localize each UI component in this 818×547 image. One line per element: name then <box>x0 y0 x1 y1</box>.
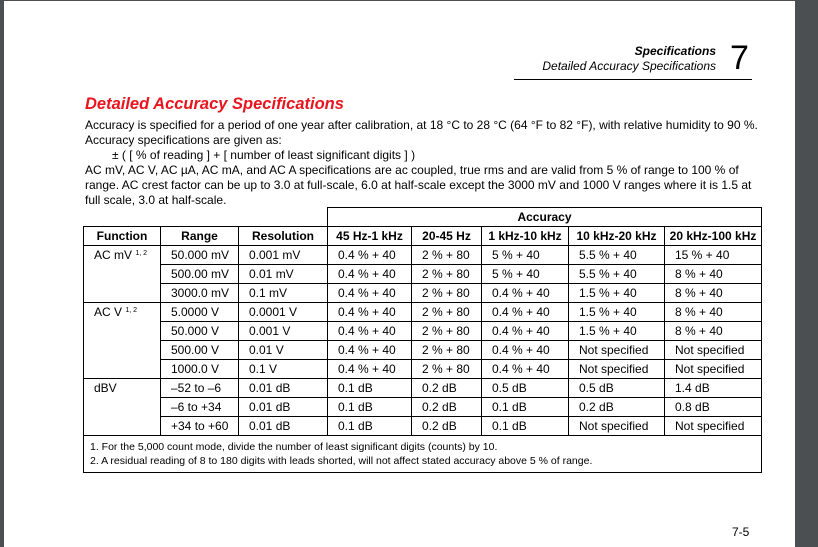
chapter-title: Specifications <box>634 44 716 58</box>
table-cell: 0.001 mV <box>239 246 328 265</box>
function-cell <box>84 303 161 379</box>
table-cell: 0.4 % + 40 <box>482 284 569 303</box>
function-cell <box>84 246 161 303</box>
intro-text <box>85 118 765 208</box>
table-cell: 0.01 V <box>239 341 328 360</box>
ac-paragraph: AC mV, AC V, AC µA, AC mA, and AC A specifications are ac coupled, true rms and are valid from 5 % of range to 100 % of range. AC crest factor can be up to 3.0 at full-scale, 6.0 at half-scale except the 3000 mV and 1000 V ranges where it is 1.5 at full scale, 3.0 at half-scale. <box>85 163 752 207</box>
column-header-row <box>84 227 762 246</box>
header-rule <box>514 79 752 80</box>
table-cell: 2 % + 80 <box>412 265 482 284</box>
table-row <box>84 398 762 417</box>
table-cell: 1.4 dB <box>665 379 762 398</box>
table-cell: 0.8 dB <box>665 398 762 417</box>
table-cell: 2 % + 80 <box>412 303 482 322</box>
column-header: 10 kHz-20 kHz <box>569 227 665 246</box>
table-row <box>84 284 762 303</box>
table-cell: 50.000 V <box>161 322 239 341</box>
table-cell: 2 % + 80 <box>412 360 482 379</box>
table-cell: 0.2 dB <box>412 379 482 398</box>
table-cell: +34 to +60 <box>161 417 239 436</box>
accuracy-formula: ± ( [ % of reading ] + [ number of least significant digits ] ) <box>112 148 416 162</box>
function-name: AC mV <box>94 248 133 262</box>
table-cell: 0.1 V <box>239 360 328 379</box>
table-cell: 5.5 % + 40 <box>569 265 665 284</box>
table-cell: 0.1 dB <box>328 379 412 398</box>
column-header: 1 kHz-10 kHz <box>482 227 569 246</box>
table-row <box>84 417 762 436</box>
running-header <box>542 44 716 74</box>
table-cell: 0.4 % + 40 <box>328 360 412 379</box>
table-row <box>84 360 762 379</box>
table-cell: 5 % + 40 <box>482 246 569 265</box>
table-cell: Not specified <box>569 341 665 360</box>
table-cell: 0.01 dB <box>239 398 328 417</box>
table-cell: 8 % + 40 <box>665 284 762 303</box>
table-cell: 2 % + 80 <box>412 284 482 303</box>
table-cell: 500.00 V <box>161 341 239 360</box>
table-cell: 0.2 dB <box>569 398 665 417</box>
group-header-row <box>84 208 762 227</box>
function-cell <box>84 379 161 436</box>
table-cell: Not specified <box>665 360 762 379</box>
table-cell: 0.2 dB <box>412 398 482 417</box>
table-cell: 0.4 % + 40 <box>328 284 412 303</box>
table-cell: 5.0000 V <box>161 303 239 322</box>
table-cell: 3000.0 mV <box>161 284 239 303</box>
column-header: Range <box>161 227 239 246</box>
table-cell: Not specified <box>569 417 665 436</box>
footnote-ref: 1, 2 <box>135 250 148 257</box>
table-cell: 0.4 % + 40 <box>328 303 412 322</box>
table-cell: 1.5 % + 40 <box>569 322 665 341</box>
table-cell: 0.4 % + 40 <box>482 360 569 379</box>
document-page <box>4 1 795 547</box>
table-cell: 1000.0 V <box>161 360 239 379</box>
column-header: Resolution <box>239 227 328 246</box>
table-cell: 0.4 % + 40 <box>482 303 569 322</box>
table-cell: 1.5 % + 40 <box>569 284 665 303</box>
function-name: dBV <box>94 381 117 395</box>
table-cell: 8 % + 40 <box>665 265 762 284</box>
footnote-2: 2. A residual reading of 8 to 180 digits with leads shorted, will not affect stated accuracy above 5 % of range. <box>90 455 593 467</box>
table-cell: 0.1 dB <box>328 417 412 436</box>
function-name: AC V <box>94 305 123 319</box>
table-cell: 5 % + 40 <box>482 265 569 284</box>
table-row <box>84 322 762 341</box>
table-cell: 0.4 % + 40 <box>328 341 412 360</box>
table-cell: 2 % + 80 <box>412 246 482 265</box>
table-cell: 0.4 % + 40 <box>482 322 569 341</box>
page-number: 7-5 <box>732 525 750 539</box>
table-cell: 0.5 dB <box>569 379 665 398</box>
table-cell: 0.1 dB <box>482 417 569 436</box>
footnotes <box>84 436 762 473</box>
table-cell: 15 % + 40 <box>665 246 762 265</box>
table-cell: 0.4 % + 40 <box>328 265 412 284</box>
table-cell: 2 % + 80 <box>412 341 482 360</box>
table-row <box>84 341 762 360</box>
table-cell: 0.01 mV <box>239 265 328 284</box>
column-header: 20 kHz-100 kHz <box>665 227 762 246</box>
table-cell: 0.4 % + 40 <box>328 322 412 341</box>
table-row <box>84 265 762 284</box>
column-header: 45 Hz-1 kHz <box>328 227 412 246</box>
table-cell: 0.1 mV <box>239 284 328 303</box>
intro-paragraph: Accuracy is specified for a period of one year after calibration, at 18 °C to 28 °C (64 °F to 82 °F), with relative humidity to 90 %. Accuracy specifications are given as: <box>85 118 758 147</box>
accuracy-table <box>83 207 762 473</box>
table-cell: 0.1 dB <box>482 398 569 417</box>
table-row <box>84 379 762 398</box>
table-row <box>84 246 762 265</box>
table-cell: 500.00 mV <box>161 265 239 284</box>
table-cell: Not specified <box>665 341 762 360</box>
table-cell: Not specified <box>569 360 665 379</box>
table-cell: 50.000 mV <box>161 246 239 265</box>
table-cell: 0.01 dB <box>239 417 328 436</box>
table-row <box>84 303 762 322</box>
section-heading: Detailed Accuracy Specifications <box>85 95 344 113</box>
footnote-ref: 1, 2 <box>125 307 138 314</box>
table-cell: 0.001 V <box>239 322 328 341</box>
table-cell: –52 to –6 <box>161 379 239 398</box>
table-cell: 8 % + 40 <box>665 303 762 322</box>
table-cell: 0.4 % + 40 <box>482 341 569 360</box>
table-cell: 0.5 dB <box>482 379 569 398</box>
table-cell: 0.4 % + 40 <box>328 246 412 265</box>
table-cell: 1.5 % + 40 <box>569 303 665 322</box>
table-cell: 0.1 dB <box>328 398 412 417</box>
footnotes-row <box>84 436 762 473</box>
table-cell: 2 % + 80 <box>412 322 482 341</box>
table-cell: Not specified <box>665 417 762 436</box>
section-title: Detailed Accuracy Specifications <box>542 59 716 73</box>
column-header: 20-45 Hz <box>412 227 482 246</box>
chapter-number: 7 <box>730 39 749 77</box>
accuracy-group-header: Accuracy <box>328 208 762 227</box>
footnote-1: 1. For the 5,000 count mode, divide the number of least significant digits (counts) by 10. <box>90 441 498 453</box>
column-header: Function <box>84 227 161 246</box>
table-cell: 5.5 % + 40 <box>569 246 665 265</box>
table-cell: –6 to +34 <box>161 398 239 417</box>
table-cell: 0.2 dB <box>412 417 482 436</box>
table-cell: 8 % + 40 <box>665 322 762 341</box>
table-cell: 0.0001 V <box>239 303 328 322</box>
table-cell: 0.01 dB <box>239 379 328 398</box>
